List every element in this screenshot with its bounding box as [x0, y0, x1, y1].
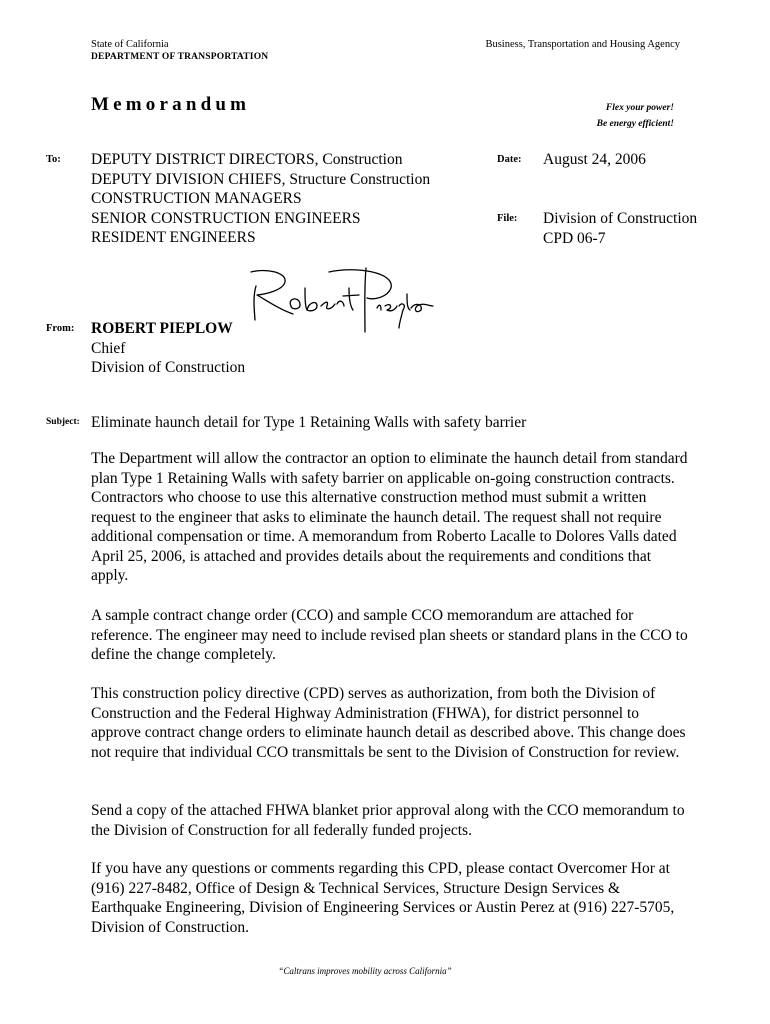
- date-label: Date:: [497, 154, 522, 165]
- recipient-line: SENIOR CONSTRUCTION ENGINEERS: [91, 209, 361, 227]
- recipient-line: DEPUTY DISTRICT DIRECTORS, Construction: [91, 151, 403, 168]
- file-reference: [543, 209, 697, 248]
- energy-slogan: [597, 100, 674, 132]
- handwritten-signature: [245, 262, 435, 339]
- agency-name: Business, Transportation and Housing Agency: [485, 39, 680, 50]
- recipient-line: RESIDENT ENGINEERS: [91, 229, 256, 246]
- body-paragraph-2: A sample contract change order (CCO) and sample CCO memorandum are attached for reference. The engineer may need to include revised plan sheets or standard plans in the CCO to define the change completely.: [91, 607, 688, 663]
- body-paragraph-5: If you have any questions or comments regarding this CPD, please contact Overcomer Hor at (916) 227-8482, Office of Design & Technical Services, Structure Design Services & Earthquake Engineering, Division of Engineering Services or Austin Perez at (916) 227-5705, Division of Construction.: [91, 860, 675, 936]
- subject-label: Subject:: [46, 417, 80, 427]
- body-paragraph-4: Send a copy of the attached FHWA blanket prior approval along with the CCO memorandum to the Division of Construction for all federally funded projects.: [91, 802, 685, 839]
- signature-icon: [245, 262, 435, 334]
- subject-value: Eliminate haunch detail for Type 1 Retaining Walls with safety barrier: [91, 414, 527, 431]
- recipient-line: DEPUTY DIVISION CHIEFS, Structure Construction: [91, 170, 431, 188]
- body-paragraph-1: The Department will allow the contractor an option to eliminate the haunch detail from standard plan Type 1 Retaining Walls with safety barrier on applicable on-going construction contracts. Contractors who choose to use this alternative construction method must submit a written request to the engineer that asks to eliminate the haunch detail. The request shall not require additional compensation or time. A memorandum from Roberto Lacalle to Dolores Valls dated April 25, 2006, is attached and provides details about the requirements and conditions that apply.: [91, 450, 688, 584]
- sender-title: Chief: [91, 339, 126, 357]
- slogan-line-1: Flex your power!: [605, 103, 674, 113]
- to-recipients: [91, 150, 430, 248]
- file-division: Division of Construction: [543, 210, 698, 227]
- sender-division: Division of Construction: [91, 359, 246, 376]
- file-number: CPD 06-7: [543, 229, 606, 247]
- slogan-line-2: Be energy efficient!: [596, 119, 674, 129]
- date-value: August 24, 2006: [543, 151, 646, 168]
- from-block: [91, 319, 245, 378]
- body-paragraph-3: This construction policy directive (CPD) serves as authorization, from both the Division of Construction and the Federal Highway Administration (FHWA), for district personnel to approve contract change orders to eliminate haunch detail as described above. This change does not require that individual CCO transmittals be sent to the Division of Construction for review.: [91, 685, 686, 761]
- state-name: State of California: [91, 39, 169, 50]
- sender-name: ROBERT PIEPLOW: [91, 320, 233, 337]
- file-label: File:: [497, 213, 518, 224]
- department-name: DEPARTMENT OF TRANSPORTATION: [91, 52, 269, 62]
- footer-slogan: “Caltrans improves mobility across California”: [278, 966, 452, 976]
- to-label: To:: [46, 154, 61, 165]
- from-label: From:: [46, 323, 75, 334]
- recipient-line: CONSTRUCTION MANAGERS: [91, 190, 302, 207]
- memo-title: Memorandum: [91, 94, 251, 115]
